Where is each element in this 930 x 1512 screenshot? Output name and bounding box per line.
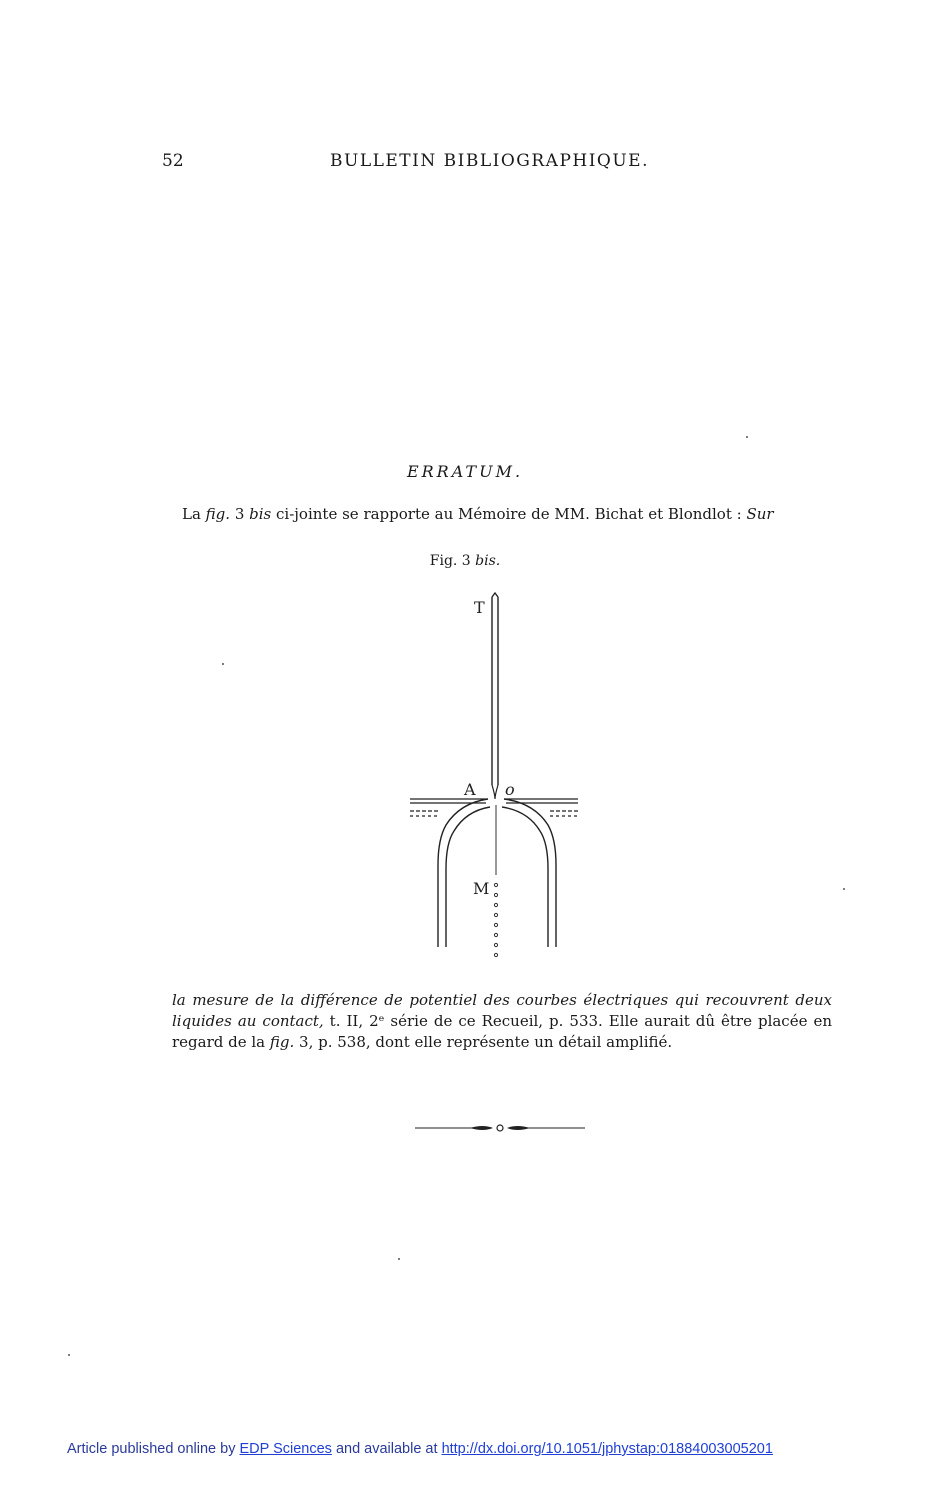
right-vessel-wall [502, 799, 556, 947]
body-text-2: 3, p. 538, dont elle représente un détail amplifié. [294, 1033, 673, 1051]
liquid-surface [410, 799, 578, 816]
speck-2 [222, 663, 224, 665]
figure-apparatus-diagram [400, 585, 600, 975]
figure-caption [0, 553, 930, 569]
footer-middle: and available at [331, 1441, 442, 1457]
doi-link[interactable]: http://dx.doi.org/10.1051/jphystap:01884003005201 [441, 1441, 773, 1457]
label-m: M [473, 879, 490, 898]
intro-bis: bis [249, 505, 272, 523]
figure-caption-prefix: Fig. 3 [429, 553, 476, 569]
publisher-link[interactable]: EDP Sciences [239, 1441, 332, 1457]
label-t: T [474, 598, 485, 617]
running-head: BULLETIN BIBLIOGRAPHIQUE. [330, 151, 649, 171]
intro-fig-ref: fig. [205, 505, 231, 523]
body-paragraph [172, 990, 832, 1053]
speck-5 [68, 1354, 70, 1356]
label-o: o [505, 780, 515, 799]
page-number: 52 [162, 151, 184, 171]
intro-number: 3 [230, 505, 250, 523]
junction-o [492, 785, 498, 799]
speck-3 [843, 888, 845, 890]
intro-lead: La [182, 505, 206, 523]
end-ornament [415, 1118, 585, 1138]
body-fig-ref: fig. [269, 1033, 295, 1051]
speck-4 [398, 1258, 400, 1260]
left-vessel-wall [438, 799, 490, 947]
speck-1 [746, 436, 748, 438]
intro-text: ci-jointe se rapporte au Mémoire de MM. Bichat et Blondlot : [271, 505, 747, 523]
body-italic-title: la mesure de la différence de potentiel des courbes électriques qui recouvrent deux liquides au contact, [172, 991, 832, 1030]
footer-prefix: Article published online by [67, 1441, 240, 1457]
figure-caption-bis: bis. [475, 553, 501, 569]
dotted-column-m [494, 805, 497, 957]
section-title: ERRATUM. [406, 462, 524, 481]
body-text-1: t. II, 2ᵉ série de ce Recueil, p. 533. Elle aurait dû être placée en regard de la [172, 1012, 832, 1051]
intro-sur: Sur [746, 505, 774, 523]
intro-line [182, 505, 774, 523]
label-a: A [464, 780, 476, 799]
tube-t [492, 593, 498, 785]
footer [67, 1441, 773, 1457]
